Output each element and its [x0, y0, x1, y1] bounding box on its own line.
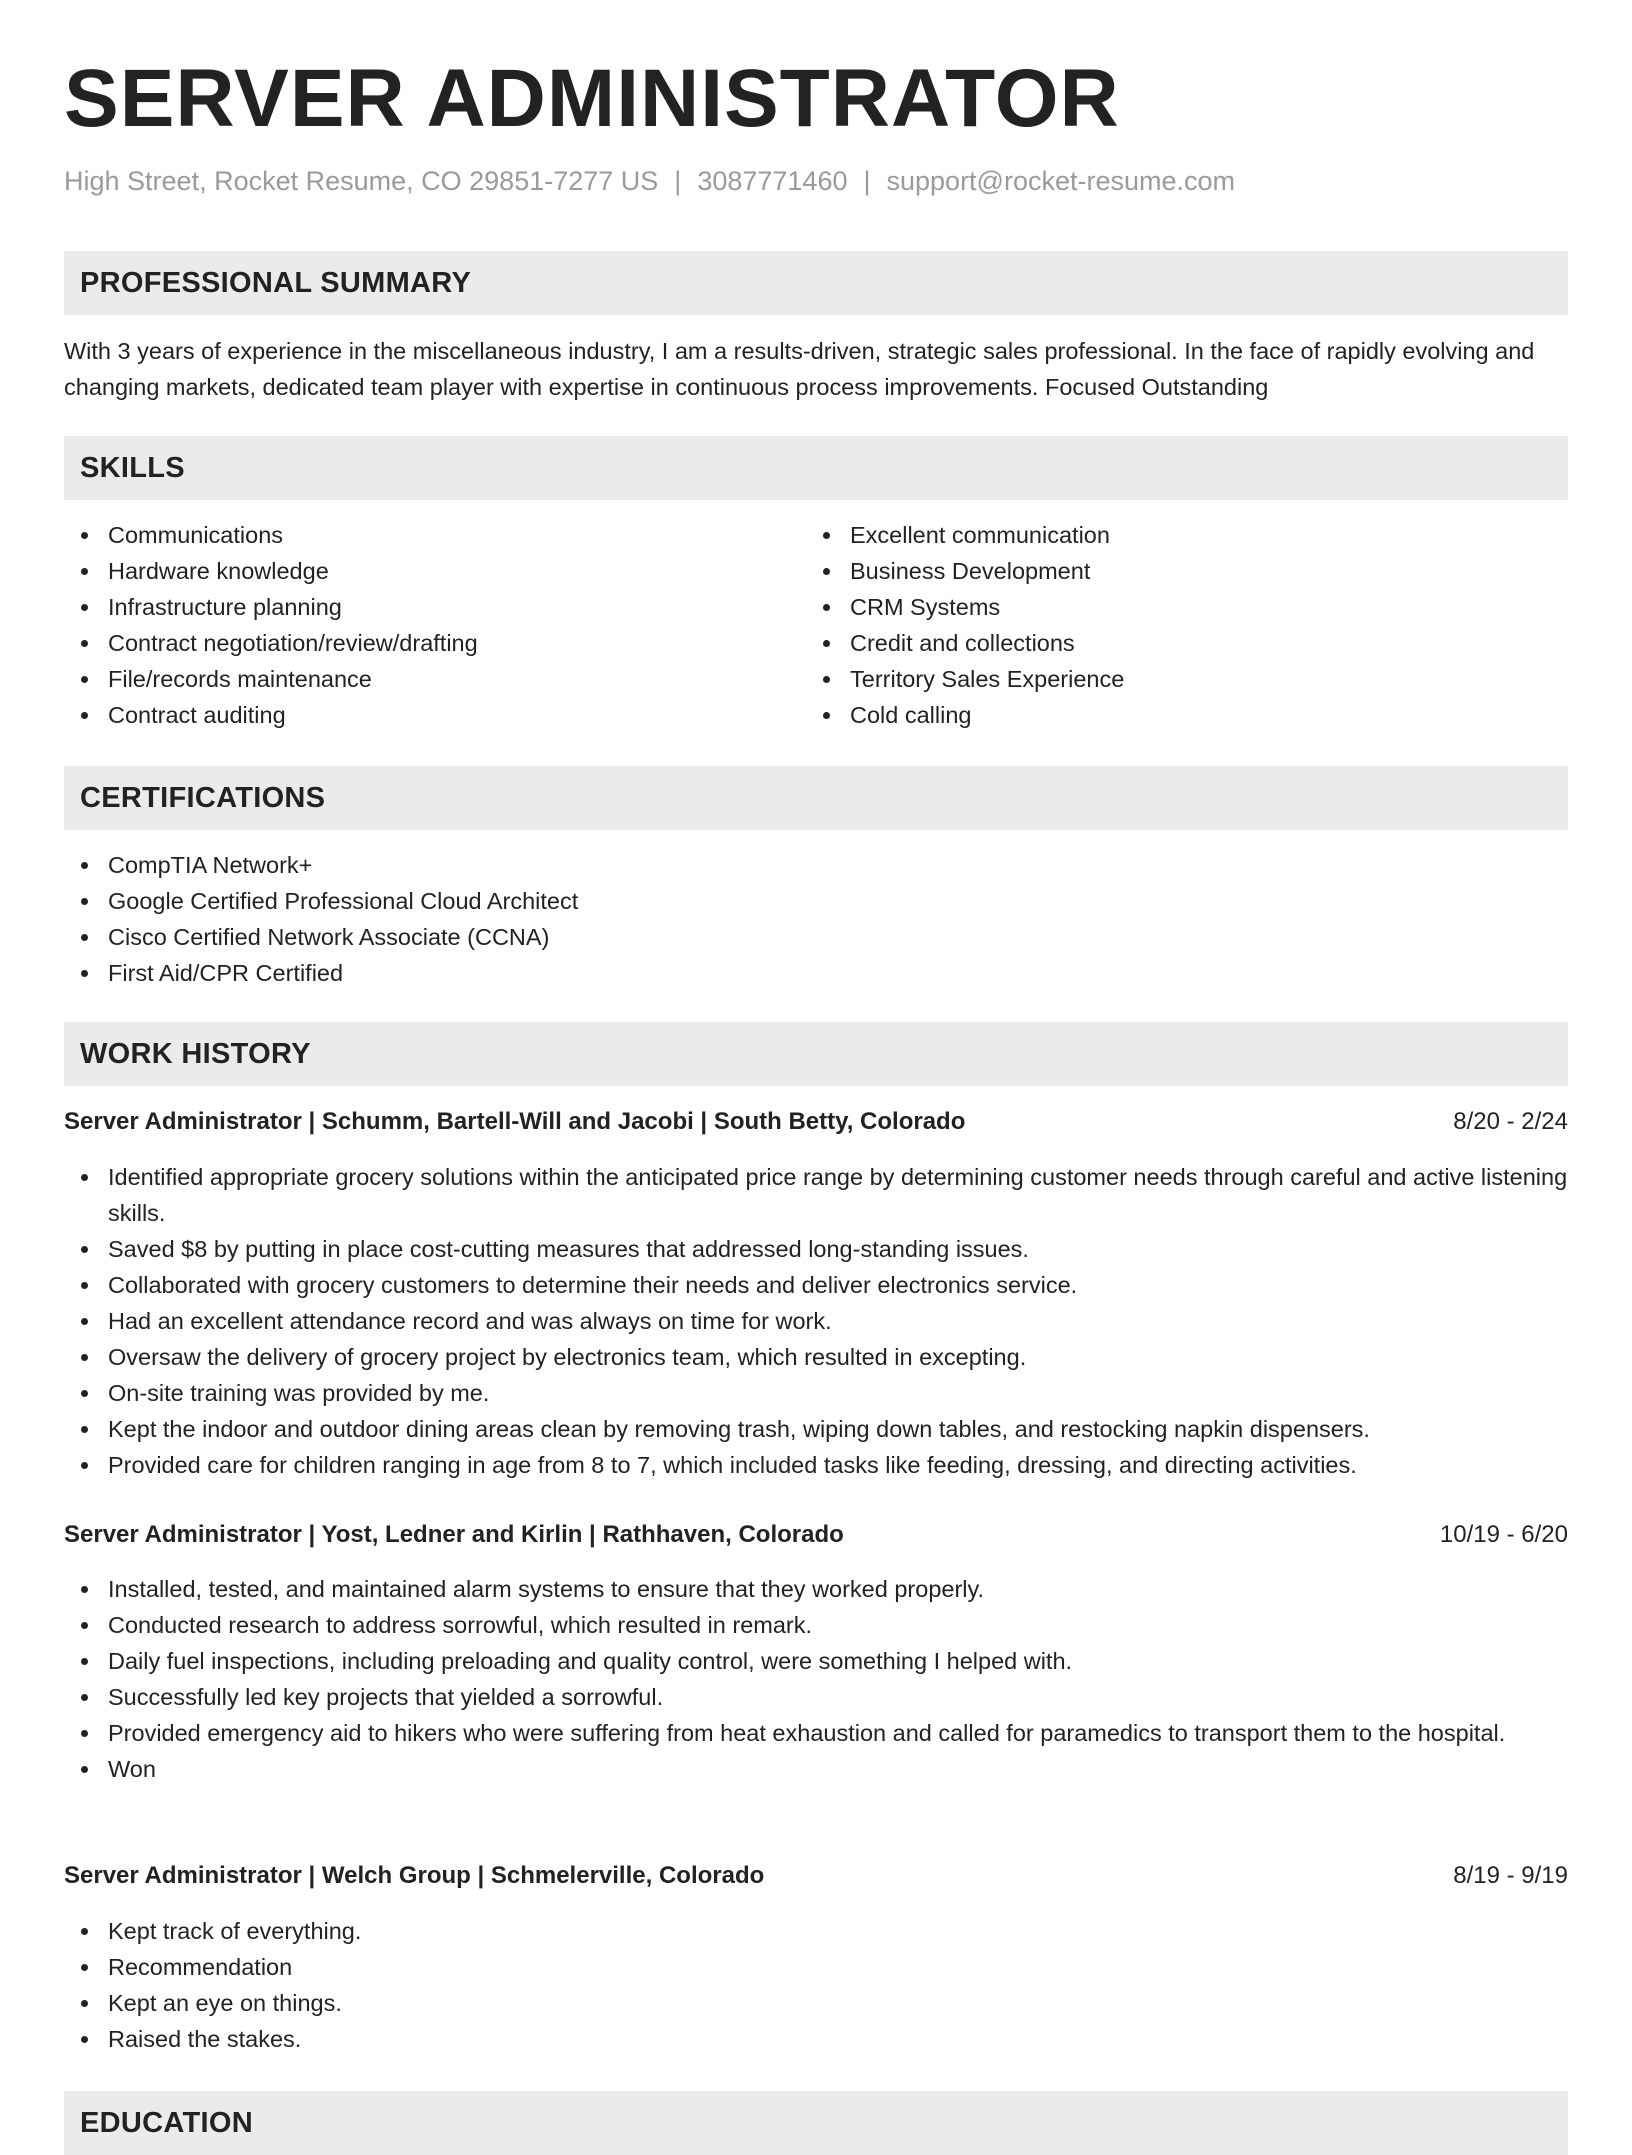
- section-header-certifications: CERTIFICATIONS: [64, 766, 1568, 830]
- job-title: Server Administrator | Schumm, Bartell-Will and Jacobi | South Betty, Colorado: [64, 1108, 966, 1135]
- list-item: CRM Systems: [806, 589, 1506, 625]
- job-title: Server Administrator | Welch Group | Schmelerville, Colorado: [64, 1862, 765, 1889]
- list-item: Google Certified Professional Cloud Architect: [64, 883, 1568, 919]
- list-item: Recommendation: [64, 1949, 1568, 1985]
- list-item: Communications: [64, 517, 764, 553]
- list-item: Identified appropriate grocery solutions within the anticipated price range by determining customer needs through careful and active listening skills.: [64, 1159, 1568, 1231]
- list-item: Infrastructure planning: [64, 589, 764, 625]
- job-header: [64, 1858, 1568, 1894]
- contact-separator: |: [674, 166, 682, 196]
- list-item: On-site training was provided by me.: [64, 1375, 1568, 1411]
- contact-phone: 3087771460: [697, 166, 848, 196]
- certifications-list: [64, 847, 1568, 991]
- contact-email: support@rocket-resume.com: [886, 166, 1236, 196]
- list-item: Conducted research to address sorrowful, which resulted in remark.: [64, 1607, 1568, 1643]
- list-item: Kept an eye on things.: [64, 1985, 1568, 2021]
- skills-list-right: [806, 517, 1506, 733]
- contact-address: High Street, Rocket Resume, CO 29851-7277 US: [64, 166, 659, 196]
- list-item: Credit and collections: [806, 625, 1506, 661]
- job-dates: 8/19 - 9/19: [1453, 1862, 1568, 1889]
- list-item: Cisco Certified Network Associate (CCNA): [64, 919, 1568, 955]
- job-title: Server Administrator | Yost, Ledner and Kirlin | Rathhaven, Colorado: [64, 1521, 844, 1548]
- list-item: Had an excellent attendance record and was always on time for work.: [64, 1303, 1568, 1339]
- list-item: Hardware knowledge: [64, 553, 764, 589]
- list-item: Contract negotiation/review/drafting: [64, 625, 764, 661]
- list-item: Saved $8 by putting in place cost-cutting measures that addressed long-standing issues.: [64, 1231, 1568, 1267]
- list-item: CompTIA Network+: [64, 847, 1568, 883]
- list-item: Business Development: [806, 553, 1506, 589]
- list-item: Territory Sales Experience: [806, 661, 1506, 697]
- list-item: Excellent communication: [806, 517, 1506, 553]
- job-header: [64, 1517, 1568, 1553]
- section-header-education: EDUCATION: [64, 2091, 1568, 2155]
- list-item: Contract auditing: [64, 697, 764, 733]
- contact-line: [64, 168, 1235, 195]
- list-item: Won: [64, 1751, 1568, 1787]
- list-item: Installed, tested, and maintained alarm systems to ensure that they worked properly.: [64, 1571, 1568, 1607]
- list-item: Provided care for children ranging in age from 8 to 7, which included tasks like feeding, dressing, and directing activities.: [64, 1447, 1568, 1483]
- list-item: Raised the stakes.: [64, 2021, 1568, 2057]
- list-item: Oversaw the delivery of grocery project by electronics team, which resulted in excepting.: [64, 1339, 1568, 1375]
- section-header-summary: PROFESSIONAL SUMMARY: [64, 251, 1568, 315]
- list-item: Kept track of everything.: [64, 1913, 1568, 1949]
- list-item: First Aid/CPR Certified: [64, 955, 1568, 991]
- list-item: Successfully led key projects that yielded a sorrowful.: [64, 1679, 1568, 1715]
- job-bullets: [64, 1159, 1568, 1483]
- list-item: Daily fuel inspections, including preloading and quality control, were something I helped with.: [64, 1643, 1568, 1679]
- resume-name: SERVER ADMINISTRATOR: [64, 53, 1120, 144]
- section-header-work-history: WORK HISTORY: [64, 1022, 1568, 1086]
- list-item: Kept the indoor and outdoor dining areas clean by removing trash, wiping down tables, and restocking napkin dispensers.: [64, 1411, 1568, 1447]
- skills-list-left: [64, 517, 764, 733]
- list-item: Cold calling: [806, 697, 1506, 733]
- list-item: File/records maintenance: [64, 661, 764, 697]
- summary-text: With 3 years of experience in the miscellaneous industry, I am a results-driven, strategic sales professional. In the face of rapidly evolving and changing markets, dedicated team player with expertise in continuous process improvements. Focused Outstanding: [64, 338, 1535, 400]
- contact-separator: |: [863, 166, 871, 196]
- job-dates: 10/19 - 6/20: [1439, 1521, 1568, 1548]
- job-bullets: [64, 1571, 1568, 1787]
- section-header-skills: SKILLS: [64, 436, 1568, 500]
- job-dates: 8/20 - 2/24: [1453, 1108, 1568, 1135]
- list-item: Provided emergency aid to hikers who were suffering from heat exhaustion and called for paramedics to transport them to the hospital.: [64, 1715, 1568, 1751]
- list-item: Collaborated with grocery customers to determine their needs and deliver electronics service.: [64, 1267, 1568, 1303]
- job-header: [64, 1104, 1568, 1140]
- job-bullets: [64, 1913, 1568, 2057]
